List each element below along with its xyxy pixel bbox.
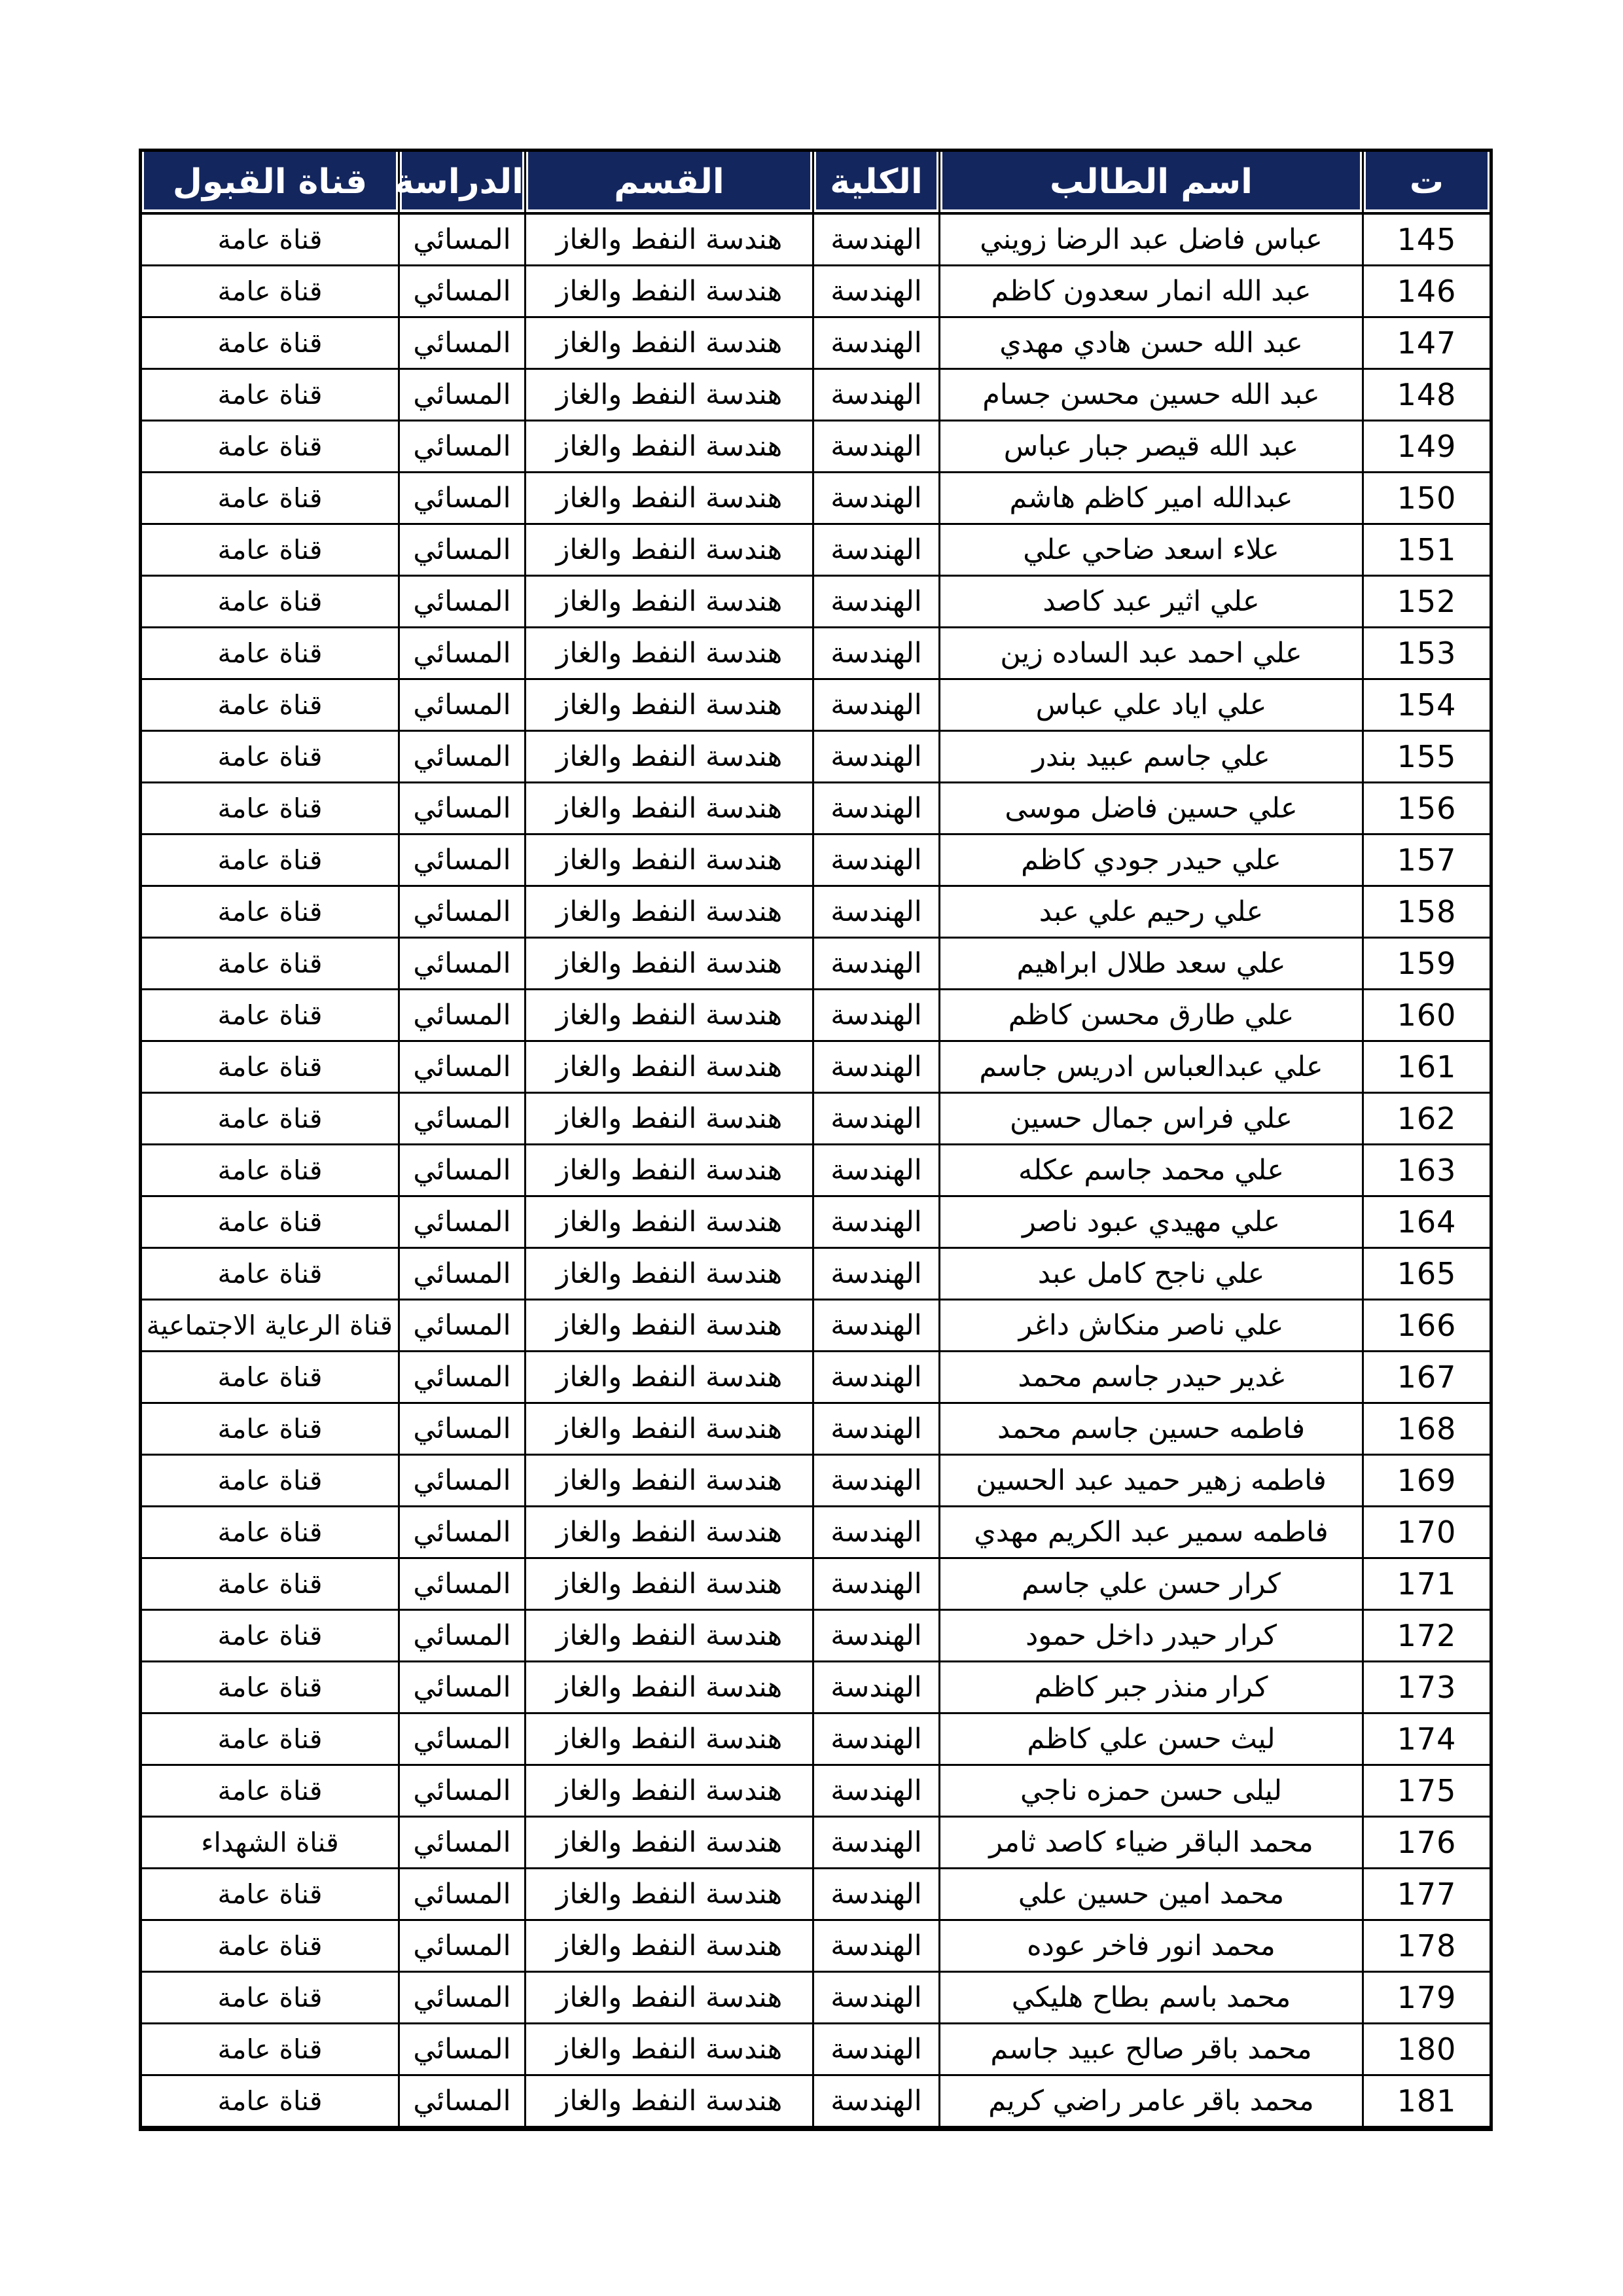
cell-student-name: عبد الله حسين محسن جسام xyxy=(940,369,1363,421)
cell-department: هندسة النفط والغاز xyxy=(526,213,813,266)
cell-college: الهندسة xyxy=(813,473,940,524)
cell-student-name: عبد الله حسن هادي مهدي xyxy=(940,317,1363,369)
cell-study: المسائي xyxy=(399,938,526,990)
cell-admission-channel: قناة عامة xyxy=(141,1041,399,1093)
cell-serial: 162 xyxy=(1363,1093,1491,1145)
table-row xyxy=(141,213,1491,266)
cell-student-name: عباس فاضل عبد الرضا زويني xyxy=(940,213,1363,266)
cell-college: الهندسة xyxy=(813,1041,940,1093)
table-row xyxy=(141,317,1491,369)
cell-admission-channel: قناة عامة xyxy=(141,524,399,576)
cell-college: الهندسة xyxy=(813,679,940,731)
cell-college: الهندسة xyxy=(813,1455,940,1507)
table-row xyxy=(141,524,1491,576)
table-row xyxy=(141,679,1491,731)
table-row xyxy=(141,1248,1491,1300)
cell-study: المسائي xyxy=(399,1041,526,1093)
cell-study: المسائي xyxy=(399,1300,526,1352)
cell-student-name: محمد باسم بطاح هليكي xyxy=(940,1972,1363,2024)
cell-college: الهندسة xyxy=(813,990,940,1041)
cell-serial: 163 xyxy=(1363,1145,1491,1196)
cell-admission-channel: قناة عامة xyxy=(141,2024,399,2075)
cell-college: الهندسة xyxy=(813,1558,940,1610)
cell-admission-channel: قناة عامة xyxy=(141,1352,399,1403)
cell-department: هندسة النفط والغاز xyxy=(526,731,813,783)
table-row xyxy=(141,421,1491,473)
table-row xyxy=(141,1558,1491,1610)
table-row xyxy=(141,1610,1491,1662)
cell-college: الهندسة xyxy=(813,1403,940,1455)
table-row xyxy=(141,1869,1491,1920)
cell-department: هندسة النفط والغاز xyxy=(526,1455,813,1507)
cell-study: المسائي xyxy=(399,1507,526,1558)
cell-study: المسائي xyxy=(399,266,526,317)
cell-admission-channel: قناة عامة xyxy=(141,421,399,473)
cell-admission-channel: قناة الشهداء xyxy=(141,1817,399,1869)
cell-admission-channel: قناة عامة xyxy=(141,1662,399,1713)
cell-serial: 169 xyxy=(1363,1455,1491,1507)
cell-department: هندسة النفط والغاز xyxy=(526,266,813,317)
cell-study: المسائي xyxy=(399,1869,526,1920)
cell-college: الهندسة xyxy=(813,1610,940,1662)
cell-study: المسائي xyxy=(399,369,526,421)
cell-college: الهندسة xyxy=(813,1507,940,1558)
header-serial: ت xyxy=(1363,151,1491,214)
cell-college: الهندسة xyxy=(813,1817,940,1869)
cell-department: هندسة النفط والغاز xyxy=(526,783,813,834)
cell-student-name: علي مهيدي عبود ناصر xyxy=(940,1196,1363,1248)
cell-study: المسائي xyxy=(399,1765,526,1817)
cell-department: هندسة النفط والغاز xyxy=(526,421,813,473)
table-row xyxy=(141,783,1491,834)
cell-college: الهندسة xyxy=(813,266,940,317)
cell-student-name: علي ناجح كامل عبد xyxy=(940,1248,1363,1300)
cell-serial: 145 xyxy=(1363,213,1491,266)
cell-department: هندسة النفط والغاز xyxy=(526,1920,813,1972)
cell-student-name: فاطمه زهير حميد عبد الحسين xyxy=(940,1455,1363,1507)
cell-admission-channel: قناة عامة xyxy=(141,886,399,938)
cell-admission-channel: قناة عامة xyxy=(141,1455,399,1507)
cell-admission-channel: قناة عامة xyxy=(141,1558,399,1610)
cell-study: المسائي xyxy=(399,1248,526,1300)
cell-study: المسائي xyxy=(399,1972,526,2024)
table-row xyxy=(141,1403,1491,1455)
cell-student-name: علي طارق محسن كاظم xyxy=(940,990,1363,1041)
table-row xyxy=(141,2024,1491,2075)
cell-department: هندسة النفط والغاز xyxy=(526,1196,813,1248)
cell-department: هندسة النفط والغاز xyxy=(526,834,813,886)
cell-student-name: علي حسين فاضل موسى xyxy=(940,783,1363,834)
cell-serial: 152 xyxy=(1363,576,1491,628)
table-row xyxy=(141,1093,1491,1145)
cell-serial: 151 xyxy=(1363,524,1491,576)
cell-college: الهندسة xyxy=(813,524,940,576)
cell-admission-channel: قناة عامة xyxy=(141,1248,399,1300)
cell-college: الهندسة xyxy=(813,1145,940,1196)
student-admission-table xyxy=(139,149,1493,2131)
cell-department: هندسة النفط والغاز xyxy=(526,1041,813,1093)
cell-department: هندسة النفط والغاز xyxy=(526,1352,813,1403)
cell-student-name: علي اياد علي عباس xyxy=(940,679,1363,731)
cell-college: الهندسة xyxy=(813,783,940,834)
cell-admission-channel: قناة عامة xyxy=(141,679,399,731)
cell-admission-channel: قناة عامة xyxy=(141,1765,399,1817)
cell-department: هندسة النفط والغاز xyxy=(526,1300,813,1352)
cell-department: هندسة النفط والغاز xyxy=(526,1145,813,1196)
cell-department: هندسة النفط والغاز xyxy=(526,1817,813,1869)
cell-department: هندسة النفط والغاز xyxy=(526,2024,813,2075)
cell-college: الهندسة xyxy=(813,1093,940,1145)
cell-department: هندسة النفط والغاز xyxy=(526,369,813,421)
cell-department: هندسة النفط والغاز xyxy=(526,1248,813,1300)
cell-admission-channel: قناة عامة xyxy=(141,1196,399,1248)
table-body xyxy=(141,213,1491,2128)
cell-serial: 181 xyxy=(1363,2075,1491,2129)
cell-college: الهندسة xyxy=(813,1713,940,1765)
cell-student-name: محمد انور فاخر عوده xyxy=(940,1920,1363,1972)
table-row xyxy=(141,1920,1491,1972)
cell-study: المسائي xyxy=(399,524,526,576)
table-row xyxy=(141,1765,1491,1817)
cell-serial: 153 xyxy=(1363,628,1491,679)
cell-department: هندسة النفط والغاز xyxy=(526,938,813,990)
cell-serial: 176 xyxy=(1363,1817,1491,1869)
header-student-name: اسم الطالب xyxy=(940,151,1363,214)
cell-student-name: علي احمد عبد الساده زين xyxy=(940,628,1363,679)
cell-student-name: عبد الله انمار سعدون كاظم xyxy=(940,266,1363,317)
cell-admission-channel: قناة عامة xyxy=(141,1869,399,1920)
table-row xyxy=(141,576,1491,628)
cell-student-name: محمد باقر صالح عبيد جاسم xyxy=(940,2024,1363,2075)
table-row xyxy=(141,628,1491,679)
cell-department: هندسة النفط والغاز xyxy=(526,1610,813,1662)
cell-department: هندسة النفط والغاز xyxy=(526,1558,813,1610)
table-row xyxy=(141,1300,1491,1352)
cell-college: الهندسة xyxy=(813,2024,940,2075)
cell-serial: 159 xyxy=(1363,938,1491,990)
cell-department: هندسة النفط والغاز xyxy=(526,886,813,938)
cell-student-name: كرار حيدر داخل حمود xyxy=(940,1610,1363,1662)
cell-department: هندسة النفط والغاز xyxy=(526,317,813,369)
cell-admission-channel: قناة عامة xyxy=(141,2075,399,2129)
cell-admission-channel: قناة عامة xyxy=(141,1403,399,1455)
table-row xyxy=(141,1455,1491,1507)
cell-serial: 161 xyxy=(1363,1041,1491,1093)
cell-college: الهندسة xyxy=(813,2075,940,2129)
cell-serial: 146 xyxy=(1363,266,1491,317)
cell-student-name: محمد الباقر ضياء كاصد ثامر xyxy=(940,1817,1363,1869)
cell-study: المسائي xyxy=(399,1352,526,1403)
cell-college: الهندسة xyxy=(813,1765,940,1817)
cell-serial: 175 xyxy=(1363,1765,1491,1817)
cell-serial: 170 xyxy=(1363,1507,1491,1558)
cell-college: الهندسة xyxy=(813,1869,940,1920)
cell-serial: 164 xyxy=(1363,1196,1491,1248)
cell-study: المسائي xyxy=(399,990,526,1041)
table-row xyxy=(141,1041,1491,1093)
table-row xyxy=(141,1662,1491,1713)
cell-study: المسائي xyxy=(399,421,526,473)
cell-student-name: فاطمه سمير عبد الكريم مهدي xyxy=(940,1507,1363,1558)
cell-serial: 147 xyxy=(1363,317,1491,369)
cell-student-name: علي رحيم علي عبد xyxy=(940,886,1363,938)
cell-study: المسائي xyxy=(399,317,526,369)
cell-admission-channel: قناة عامة xyxy=(141,317,399,369)
header-row xyxy=(141,151,1491,214)
cell-student-name: كرار حسن علي جاسم xyxy=(940,1558,1363,1610)
cell-serial: 173 xyxy=(1363,1662,1491,1713)
cell-study: المسائي xyxy=(399,1145,526,1196)
cell-college: الهندسة xyxy=(813,421,940,473)
table-row xyxy=(141,473,1491,524)
cell-student-name: علي اثير عبد كاصد xyxy=(940,576,1363,628)
cell-admission-channel: قناة عامة xyxy=(141,266,399,317)
cell-department: هندسة النفط والغاز xyxy=(526,576,813,628)
cell-serial: 178 xyxy=(1363,1920,1491,1972)
cell-serial: 179 xyxy=(1363,1972,1491,2024)
cell-college: الهندسة xyxy=(813,1972,940,2024)
cell-admission-channel: قناة عامة xyxy=(141,1972,399,2024)
cell-department: هندسة النفط والغاز xyxy=(526,1765,813,1817)
cell-study: المسائي xyxy=(399,1093,526,1145)
cell-study: المسائي xyxy=(399,886,526,938)
cell-department: هندسة النفط والغاز xyxy=(526,1093,813,1145)
cell-student-name: عبدالله امير كاظم هاشم xyxy=(940,473,1363,524)
cell-admission-channel: قناة عامة xyxy=(141,1713,399,1765)
cell-study: المسائي xyxy=(399,628,526,679)
cell-admission-channel: قناة عامة xyxy=(141,369,399,421)
cell-serial: 180 xyxy=(1363,2024,1491,2075)
cell-department: هندسة النفط والغاز xyxy=(526,2075,813,2129)
cell-admission-channel: قناة عامة xyxy=(141,783,399,834)
cell-serial: 168 xyxy=(1363,1403,1491,1455)
cell-department: هندسة النفط والغاز xyxy=(526,1507,813,1558)
cell-serial: 154 xyxy=(1363,679,1491,731)
cell-college: الهندسة xyxy=(813,1920,940,1972)
cell-student-name: ليلى حسن حمزه ناجي xyxy=(940,1765,1363,1817)
table-row xyxy=(141,1507,1491,1558)
cell-serial: 166 xyxy=(1363,1300,1491,1352)
cell-department: هندسة النفط والغاز xyxy=(526,473,813,524)
cell-student-name: علي فراس جمال حسين xyxy=(940,1093,1363,1145)
cell-study: المسائي xyxy=(399,1662,526,1713)
header-study: الدراسة xyxy=(399,151,526,214)
cell-department: هندسة النفط والغاز xyxy=(526,1972,813,2024)
cell-student-name: علي حيدر جودي كاظم xyxy=(940,834,1363,886)
table-row xyxy=(141,834,1491,886)
cell-college: الهندسة xyxy=(813,1352,940,1403)
cell-student-name: علي سعد طلال ابراهيم xyxy=(940,938,1363,990)
cell-study: المسائي xyxy=(399,2075,526,2129)
cell-study: المسائي xyxy=(399,679,526,731)
cell-study: المسائي xyxy=(399,473,526,524)
cell-study: المسائي xyxy=(399,1610,526,1662)
cell-serial: 157 xyxy=(1363,834,1491,886)
table-row xyxy=(141,2075,1491,2129)
cell-student-name: غدير حيدر جاسم محمد xyxy=(940,1352,1363,1403)
cell-serial: 167 xyxy=(1363,1352,1491,1403)
cell-student-name: علي عبدالعباس ادريس جاسم xyxy=(940,1041,1363,1093)
cell-admission-channel: قناة عامة xyxy=(141,834,399,886)
table-row xyxy=(141,990,1491,1041)
cell-department: هندسة النفط والغاز xyxy=(526,679,813,731)
cell-student-name: محمد باقر عامر راضي كريم xyxy=(940,2075,1363,2129)
cell-admission-channel: قناة عامة xyxy=(141,473,399,524)
table-row xyxy=(141,266,1491,317)
cell-study: المسائي xyxy=(399,731,526,783)
cell-college: الهندسة xyxy=(813,1300,940,1352)
header-admission-channel: قناة القبول xyxy=(141,151,399,214)
cell-serial: 156 xyxy=(1363,783,1491,834)
cell-admission-channel: قناة عامة xyxy=(141,628,399,679)
cell-serial: 149 xyxy=(1363,421,1491,473)
cell-college: الهندسة xyxy=(813,369,940,421)
cell-admission-channel: قناة الرعاية الاجتماعية xyxy=(141,1300,399,1352)
cell-college: الهندسة xyxy=(813,1662,940,1713)
cell-serial: 172 xyxy=(1363,1610,1491,1662)
cell-serial: 171 xyxy=(1363,1558,1491,1610)
cell-serial: 174 xyxy=(1363,1713,1491,1765)
cell-admission-channel: قناة عامة xyxy=(141,576,399,628)
cell-study: المسائي xyxy=(399,2024,526,2075)
table-row xyxy=(141,1196,1491,1248)
cell-serial: 160 xyxy=(1363,990,1491,1041)
cell-serial: 165 xyxy=(1363,1248,1491,1300)
table-header xyxy=(141,151,1491,214)
cell-student-name: كرار منذر جبر كاظم xyxy=(940,1662,1363,1713)
cell-college: الهندسة xyxy=(813,213,940,266)
cell-admission-channel: قناة عامة xyxy=(141,1610,399,1662)
cell-study: المسائي xyxy=(399,1558,526,1610)
cell-serial: 148 xyxy=(1363,369,1491,421)
cell-admission-channel: قناة عامة xyxy=(141,731,399,783)
table-row xyxy=(141,731,1491,783)
cell-department: هندسة النفط والغاز xyxy=(526,1662,813,1713)
cell-student-name: فاطمه حسين جاسم محمد xyxy=(940,1403,1363,1455)
header-college: الكلية xyxy=(813,151,940,214)
cell-college: الهندسة xyxy=(813,1196,940,1248)
cell-college: الهندسة xyxy=(813,886,940,938)
cell-student-name: علي ناصر منكاش داغر xyxy=(940,1300,1363,1352)
cell-student-name: ليث حسن علي كاظم xyxy=(940,1713,1363,1765)
cell-department: هندسة النفط والغاز xyxy=(526,628,813,679)
cell-college: الهندسة xyxy=(813,317,940,369)
cell-study: المسائي xyxy=(399,1920,526,1972)
table-row xyxy=(141,1352,1491,1403)
cell-admission-channel: قناة عامة xyxy=(141,1145,399,1196)
cell-admission-channel: قناة عامة xyxy=(141,1920,399,1972)
cell-college: الهندسة xyxy=(813,834,940,886)
cell-serial: 150 xyxy=(1363,473,1491,524)
table-row xyxy=(141,369,1491,421)
cell-study: المسائي xyxy=(399,576,526,628)
cell-admission-channel: قناة عامة xyxy=(141,990,399,1041)
cell-department: هندسة النفط والغاز xyxy=(526,524,813,576)
cell-student-name: علاء اسعد ضاحي علي xyxy=(940,524,1363,576)
table-row xyxy=(141,886,1491,938)
cell-study: المسائي xyxy=(399,1713,526,1765)
cell-student-name: علي جاسم عبيد بندر xyxy=(940,731,1363,783)
cell-admission-channel: قناة عامة xyxy=(141,1507,399,1558)
cell-student-name: عبد الله قيصر جبار عباس xyxy=(940,421,1363,473)
cell-serial: 155 xyxy=(1363,731,1491,783)
cell-department: هندسة النفط والغاز xyxy=(526,1869,813,1920)
table-row xyxy=(141,1817,1491,1869)
table-row xyxy=(141,1713,1491,1765)
header-department: القسم xyxy=(526,151,813,214)
cell-college: الهندسة xyxy=(813,576,940,628)
table-row xyxy=(141,1972,1491,2024)
cell-college: الهندسة xyxy=(813,1248,940,1300)
cell-study: المسائي xyxy=(399,834,526,886)
cell-study: المسائي xyxy=(399,783,526,834)
cell-department: هندسة النفط والغاز xyxy=(526,1713,813,1765)
cell-admission-channel: قناة عامة xyxy=(141,213,399,266)
cell-study: المسائي xyxy=(399,1196,526,1248)
cell-admission-channel: قناة عامة xyxy=(141,1093,399,1145)
cell-student-name: محمد امين حسين علي xyxy=(940,1869,1363,1920)
cell-department: هندسة النفط والغاز xyxy=(526,1403,813,1455)
table-row xyxy=(141,938,1491,990)
cell-serial: 177 xyxy=(1363,1869,1491,1920)
cell-study: المسائي xyxy=(399,1817,526,1869)
table-row xyxy=(141,1145,1491,1196)
cell-admission-channel: قناة عامة xyxy=(141,938,399,990)
cell-study: المسائي xyxy=(399,1455,526,1507)
cell-study: المسائي xyxy=(399,1403,526,1455)
cell-study: المسائي xyxy=(399,213,526,266)
cell-college: الهندسة xyxy=(813,731,940,783)
cell-college: الهندسة xyxy=(813,938,940,990)
cell-serial: 158 xyxy=(1363,886,1491,938)
cell-department: هندسة النفط والغاز xyxy=(526,990,813,1041)
cell-college: الهندسة xyxy=(813,628,940,679)
cell-student-name: علي محمد جاسم عكله xyxy=(940,1145,1363,1196)
